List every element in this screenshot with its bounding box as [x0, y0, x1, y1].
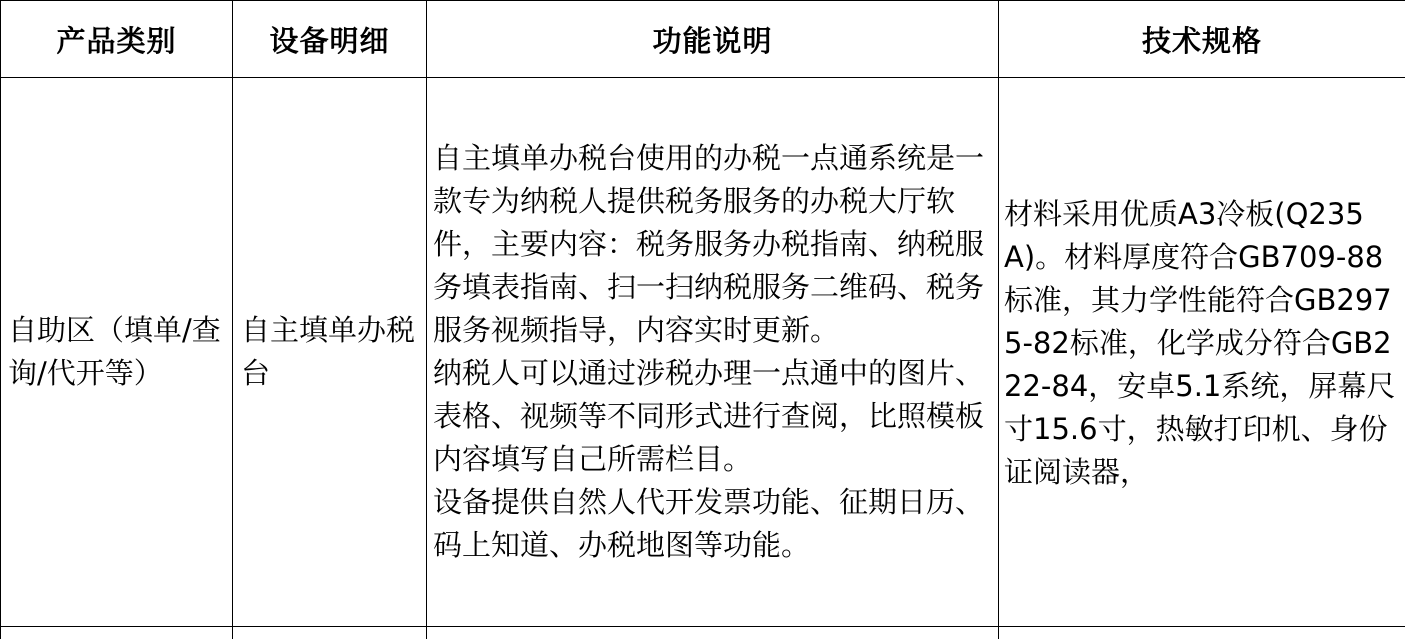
- function-paragraph: 纳税人可以通过涉税办理一点通中的图片、表格、视频等不同形式进行查阅，比照模板内容填写自己所需栏目。: [433, 356, 985, 476]
- empty-cell: [233, 627, 427, 640]
- empty-cell: [427, 627, 999, 640]
- device-detail-cell: [233, 78, 427, 627]
- header-row: [1, 1, 1406, 78]
- function-description-cell: [427, 78, 999, 627]
- empty-cell: [1, 627, 233, 640]
- header-function-description: 功能说明: [427, 1, 999, 78]
- header-technical-spec: 技术规格: [999, 1, 1406, 78]
- table-row: [1, 78, 1406, 627]
- function-paragraph: 设备提供自然人代开发票功能、征期日历、码上知道、办税地图等功能。: [433, 485, 985, 562]
- table-row-empty: [1, 627, 1406, 640]
- technical-spec-cell: [999, 78, 1406, 627]
- product-category-cell: [1, 78, 233, 627]
- header-product-category: 产品类别: [1, 1, 233, 78]
- device-detail-text: 自主填单办税台: [241, 313, 416, 390]
- product-category-text: 自助区（填单/查询/代开等）: [8, 313, 221, 390]
- technical-spec-text: 材料采用优质A3冷板(Q235A)。材料厚度符合GB709-88标准，其力学性能符合GB2975-82标准，化学成分符合GB222-84，安卓5.1系统，屏幕尺寸15.6寸，热敏打印机、身份证阅读器，: [1004, 196, 1396, 489]
- page-margin: [1405, 0, 1409, 641]
- header-device-detail: 设备明细: [233, 1, 427, 78]
- function-paragraph: 自主填单办税台使用的办税一点通系统是一款专为纳税人提供税务服务的办税大厅软件，主要内容：税务服务办税指南、纳税服务填表指南、扫一扫纳税服务二维码、税务服务视频指导，内容实时更新。: [433, 141, 985, 347]
- empty-cell: [999, 627, 1406, 640]
